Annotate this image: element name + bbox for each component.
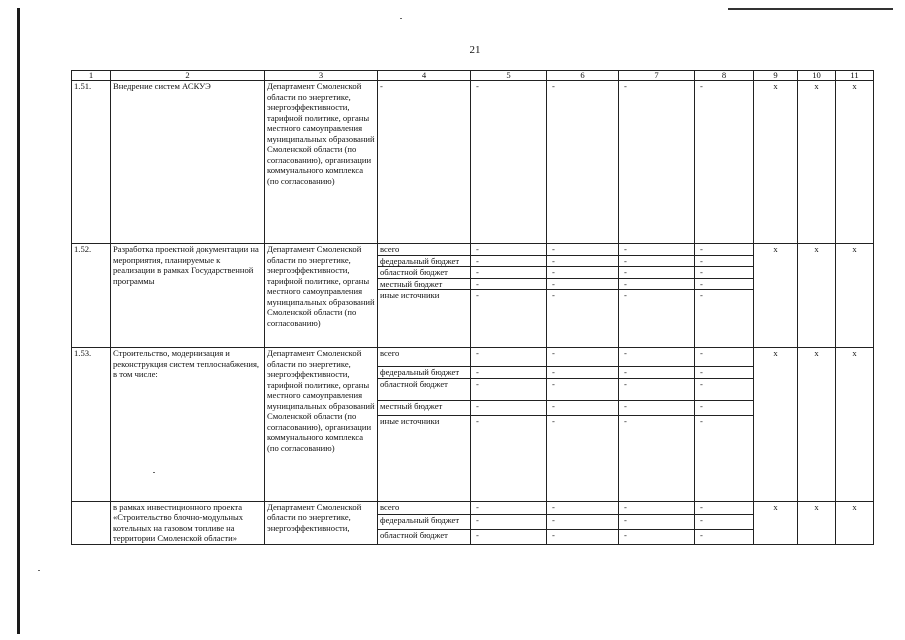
- value-cell: -: [619, 529, 695, 544]
- value-cell: -: [547, 255, 619, 267]
- x-cell: x: [836, 501, 874, 544]
- col-header: 6: [547, 71, 619, 81]
- scan-speck: [38, 570, 40, 571]
- value-cell: -: [619, 278, 695, 290]
- page-number: 21: [469, 44, 481, 56]
- value-cell: -: [547, 290, 619, 348]
- value-cell: -: [619, 378, 695, 400]
- value-cell: -: [547, 244, 619, 256]
- row-executor: Департамент Смоленской области по энергетике, энергоэффективности, тарифной политике, органы местного самоуправления муниципальных образований Смоленской области (по согласованию): [265, 244, 378, 348]
- value-cell: -: [695, 278, 754, 290]
- col-header: 10: [798, 71, 836, 81]
- top-margin-rule: [728, 8, 893, 10]
- source-label: федеральный бюджет: [378, 514, 471, 529]
- x-cell: x: [836, 81, 874, 244]
- source-label: областной бюджет: [378, 529, 471, 544]
- value-cell: -: [547, 529, 619, 544]
- value-cell: -: [619, 501, 695, 514]
- value-cell: -: [547, 400, 619, 415]
- value-cell: -: [619, 415, 695, 501]
- value-cell: -: [471, 267, 547, 279]
- col-header: 7: [619, 71, 695, 81]
- value-cell: -: [619, 255, 695, 267]
- source-label: всего: [378, 348, 471, 367]
- row-name: Разработка проектной документации на мероприятия, планируемые к реализации в рамках Государственной программы: [111, 244, 265, 348]
- value-cell: -: [471, 244, 547, 256]
- value-cell: -: [695, 290, 754, 348]
- col-header: 4: [378, 71, 471, 81]
- value-cell: -: [471, 415, 547, 501]
- x-cell: x: [798, 348, 836, 502]
- value-cell: -: [619, 244, 695, 256]
- source-label: иные источники: [378, 290, 471, 348]
- col-header: 1: [72, 71, 111, 81]
- value-cell: -: [619, 267, 695, 279]
- value-cell: -: [547, 267, 619, 279]
- source-label: областной бюджет: [378, 267, 471, 279]
- scan-speck: [400, 18, 402, 19]
- x-cell: x: [754, 244, 798, 348]
- source-label: областной бюджет: [378, 378, 471, 400]
- value-cell: -: [471, 378, 547, 400]
- row-name: Внедрение систем АСКУЭ: [111, 81, 265, 244]
- value-cell: -: [471, 514, 547, 529]
- table-row: [72, 81, 874, 244]
- row-number: [72, 501, 111, 544]
- x-cell: x: [754, 501, 798, 544]
- x-cell: x: [754, 348, 798, 502]
- row-number: 1.52.: [72, 244, 111, 348]
- table-row: [72, 244, 874, 256]
- value-cell: -: [471, 529, 547, 544]
- value-cell: -: [695, 529, 754, 544]
- source-label: местный бюджет: [378, 400, 471, 415]
- row-name: в рамках инвестиционного проекта «Строительство блочно-модульных котельных на газовом топливе на территории Смоленской области»: [111, 501, 265, 544]
- value-cell: -: [695, 367, 754, 379]
- col-header: 9: [754, 71, 798, 81]
- value-cell: -: [619, 367, 695, 379]
- value-cell: -: [471, 367, 547, 379]
- value-cell: -: [695, 81, 754, 244]
- row-source: -: [378, 81, 471, 244]
- x-cell: x: [836, 244, 874, 348]
- value-cell: -: [619, 514, 695, 529]
- value-cell: -: [695, 501, 754, 514]
- value-cell: -: [547, 367, 619, 379]
- value-cell: -: [471, 348, 547, 367]
- value-cell: -: [471, 278, 547, 290]
- program-table: [71, 70, 874, 545]
- value-cell: -: [471, 501, 547, 514]
- value-cell: -: [619, 290, 695, 348]
- value-cell: -: [619, 348, 695, 367]
- value-cell: -: [547, 378, 619, 400]
- source-label: всего: [378, 501, 471, 514]
- value-cell: -: [695, 244, 754, 256]
- value-cell: -: [547, 514, 619, 529]
- row-executor: Департамент Смоленской области по энергетике, энергоэффективности, тарифной политике, органы местного самоуправления муниципальных образований Смоленской области (по согласованию), организации коммунального комплекса (по согласованию): [265, 81, 378, 244]
- col-header: 3: [265, 71, 378, 81]
- value-cell: -: [619, 400, 695, 415]
- source-label: местный бюджет: [378, 278, 471, 290]
- x-cell: x: [798, 81, 836, 244]
- value-cell: -: [619, 81, 695, 244]
- row-executor: Департамент Смоленской области по энергетике, энергоэффективности, тарифной политике, органы местного самоуправления муниципальных образований Смоленской области (по согласованию), организации коммунального комплекса (по согласованию): [265, 348, 378, 502]
- value-cell: -: [695, 415, 754, 501]
- row-name: Строительство, модернизация и реконструкция систем теплоснабжения, в том числе:: [111, 348, 265, 502]
- header-row: [72, 71, 874, 81]
- col-header: 8: [695, 71, 754, 81]
- row-number: 1.51.: [72, 81, 111, 244]
- value-cell: -: [471, 255, 547, 267]
- x-cell: x: [798, 501, 836, 544]
- row-executor: Департамент Смоленской области по энергетике, энергоэффективности,: [265, 501, 378, 544]
- value-cell: -: [471, 81, 547, 244]
- col-header: 2: [111, 71, 265, 81]
- x-cell: x: [798, 244, 836, 348]
- value-cell: -: [695, 400, 754, 415]
- value-cell: -: [547, 348, 619, 367]
- value-cell: -: [695, 255, 754, 267]
- source-label: федеральный бюджет: [378, 367, 471, 379]
- value-cell: -: [695, 378, 754, 400]
- table-row: [72, 348, 874, 367]
- value-cell: -: [547, 501, 619, 514]
- row-number: 1.53.: [72, 348, 111, 502]
- col-header: 11: [836, 71, 874, 81]
- value-cell: -: [695, 348, 754, 367]
- col-header: 5: [471, 71, 547, 81]
- value-cell: -: [695, 267, 754, 279]
- x-cell: x: [836, 348, 874, 502]
- value-cell: -: [547, 278, 619, 290]
- source-label: федеральный бюджет: [378, 255, 471, 267]
- left-margin-rule: [17, 8, 20, 634]
- x-cell: x: [754, 81, 798, 244]
- value-cell: -: [547, 415, 619, 501]
- value-cell: -: [695, 514, 754, 529]
- source-label: всего: [378, 244, 471, 256]
- value-cell: -: [471, 290, 547, 348]
- value-cell: -: [471, 400, 547, 415]
- value-cell: -: [547, 81, 619, 244]
- table-row: [72, 501, 874, 514]
- source-label: иные источники: [378, 415, 471, 501]
